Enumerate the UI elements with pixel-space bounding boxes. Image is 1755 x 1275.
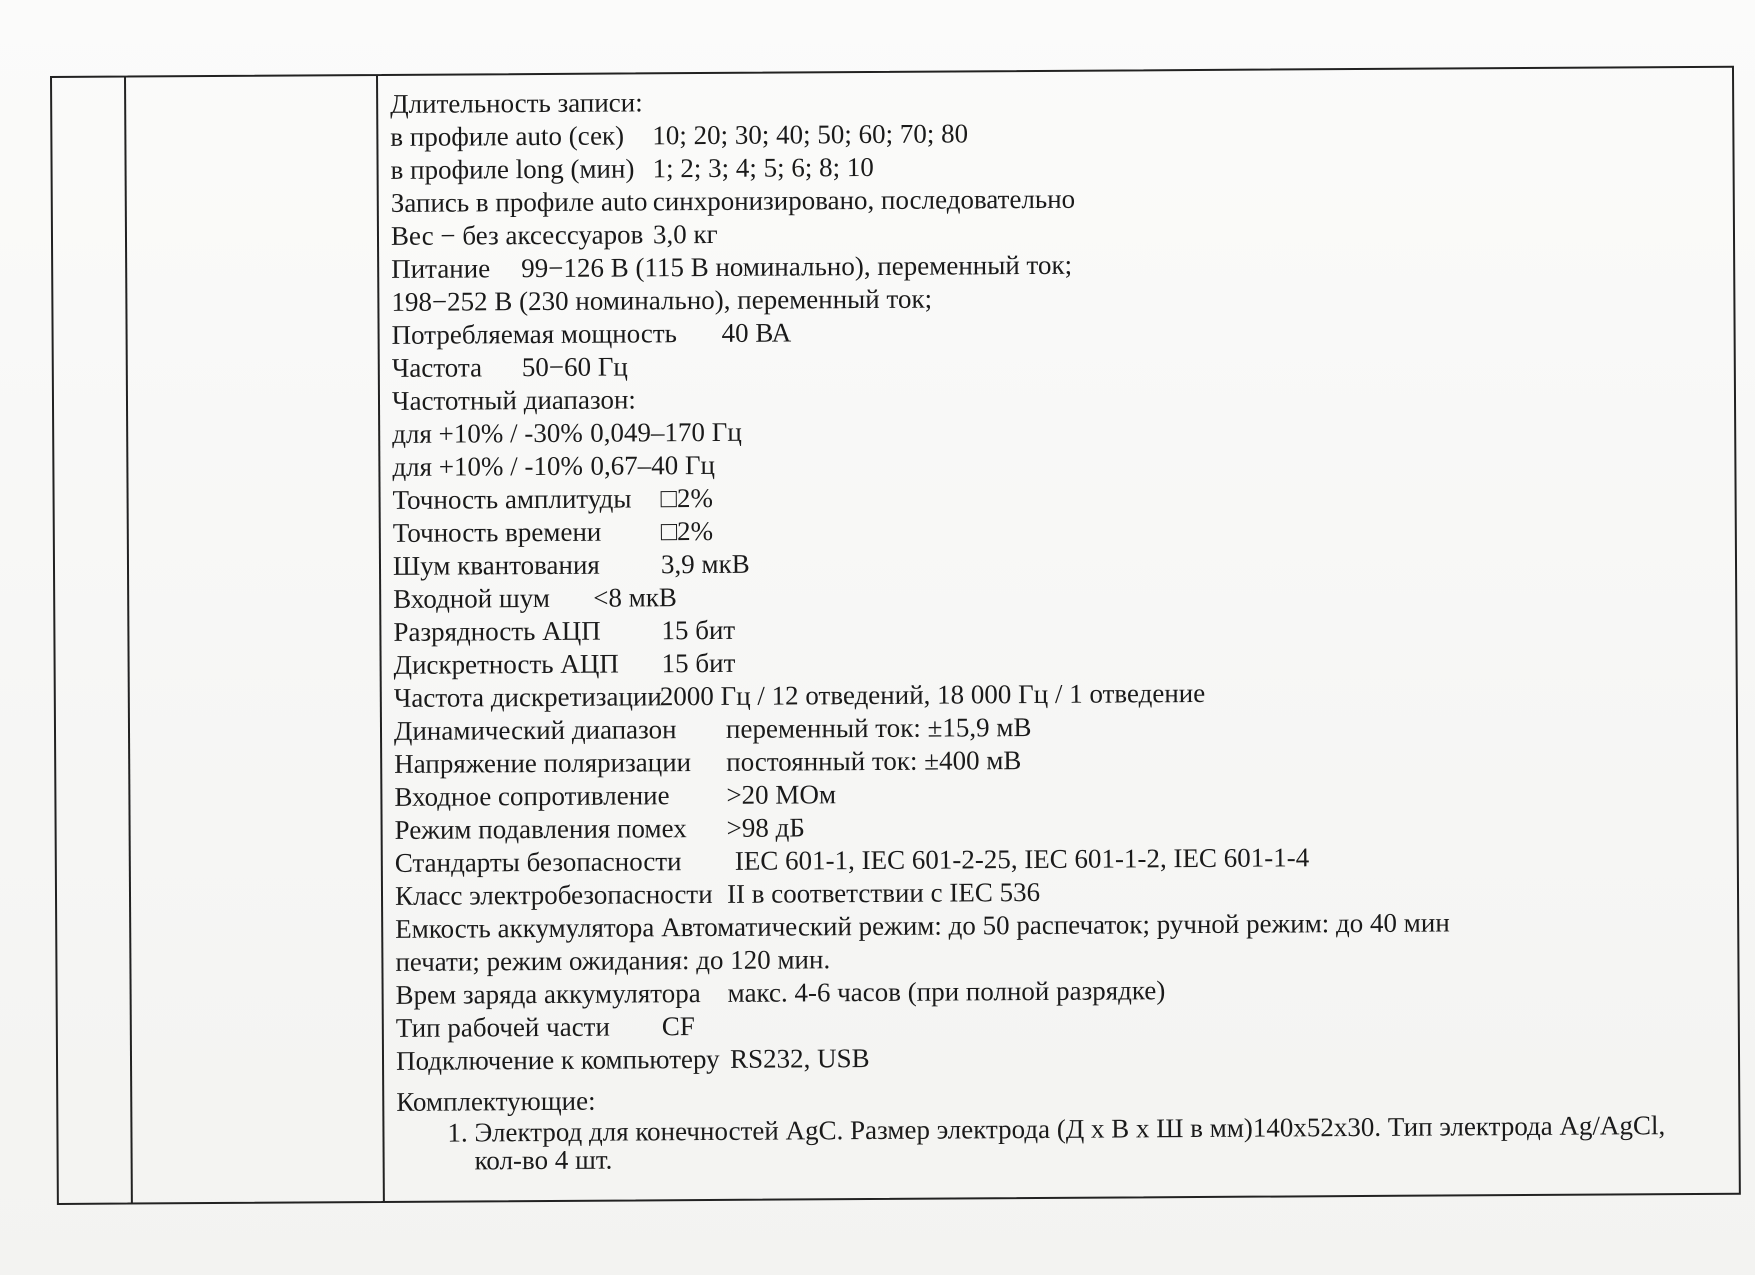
spec-row: в профиле auto (сек) 10; 20; 30; 40; 50; 60; 70; 80 bbox=[390, 118, 969, 152]
spec-row: Класс электробезопасности II в соответствии с IEC 536 bbox=[394, 876, 1041, 911]
spec-row: для +10% / -10% 0,67–40 Гц bbox=[392, 449, 716, 482]
spec-row: Частота 50−60 Гц bbox=[391, 351, 628, 383]
spec-row: Подключение к компьютеру RS232, USB bbox=[395, 1043, 870, 1076]
spec-row: Разрядность АЦП 15 бит bbox=[393, 614, 736, 647]
spec-row: Длительность записи: bbox=[390, 87, 643, 119]
components-list bbox=[396, 1111, 1718, 1175]
spec-row: Частотный диапазон: bbox=[391, 384, 636, 416]
spec-row: Входное сопротивление >20 МОм bbox=[394, 779, 837, 812]
spec-row: Дискретность АЦП 15 бит bbox=[393, 647, 736, 680]
spec-row: Врем заряда аккумулятора макс. 4-6 часов (при полной разрядке) bbox=[395, 975, 1166, 1010]
spec-row: Частота дискретизации 2000 Гц / 12 отведений, 18 000 Гц / 1 отведение bbox=[393, 677, 1206, 713]
spec-row: Точность амплитуды □2% bbox=[392, 482, 713, 515]
table-column-name bbox=[126, 76, 385, 1203]
spec-table bbox=[50, 66, 1741, 1205]
spec-row: печати; режим ожидания: до 120 мин. bbox=[395, 944, 831, 977]
spec-row: Шум квантования 3,9 мкВ bbox=[392, 548, 750, 581]
spec-row: Потребляемая мощность 40 ВА bbox=[391, 317, 792, 350]
spec-row: Емкость аккумулятора Автоматический режим: до 50 распечаток; ручной режим: до 40 мин bbox=[395, 907, 1450, 944]
spec-row: Входной шум <8 мкВ bbox=[393, 582, 677, 614]
spec-row: 198−252 В (230 номинально), переменный ток; bbox=[391, 283, 933, 317]
spec-row: Точность времени □2% bbox=[392, 515, 714, 548]
spec-row: Динамический диапазон переменный ток: ±15,9 мВ bbox=[393, 712, 1032, 746]
specifications-cell bbox=[390, 80, 1719, 1191]
spec-row: для +10% / -30% 0,049–170 Гц bbox=[392, 416, 742, 449]
spec-row: Вес − без аксессуаров 3,0 кг bbox=[390, 218, 718, 251]
table-column-number bbox=[52, 78, 133, 1203]
list-item: 1. Электрод для конечностей AgC. Размер электрода (Д х В х Ш в мм)140х52х30. Тип электрода Ag/AgCl, кол-во 4 шт. bbox=[474, 1111, 1718, 1175]
spec-row: Напряжение поляризации постоянный ток: ±400 мВ bbox=[394, 745, 1022, 779]
components-heading: Комплектующие: bbox=[396, 1085, 596, 1117]
spec-row: Тип рабочей части CF bbox=[395, 1011, 695, 1043]
spec-row: Запись в профиле auto синхронизировано, последовательно bbox=[390, 183, 1076, 218]
spec-row: Режим подавления помех >98 дБ bbox=[394, 812, 805, 845]
spec-row: Стандарты безопасности IEC 601-1, IEC 601-2-25, IEC 601-1-2, IEC 601-1-4 bbox=[394, 842, 1310, 878]
spec-row: в профиле long (мин) 1; 2; 3; 4; 5; 6; 8; 10 bbox=[390, 151, 874, 185]
spec-row: Питание 99−126 В (115 В номинально), переменный ток; bbox=[391, 249, 1073, 284]
